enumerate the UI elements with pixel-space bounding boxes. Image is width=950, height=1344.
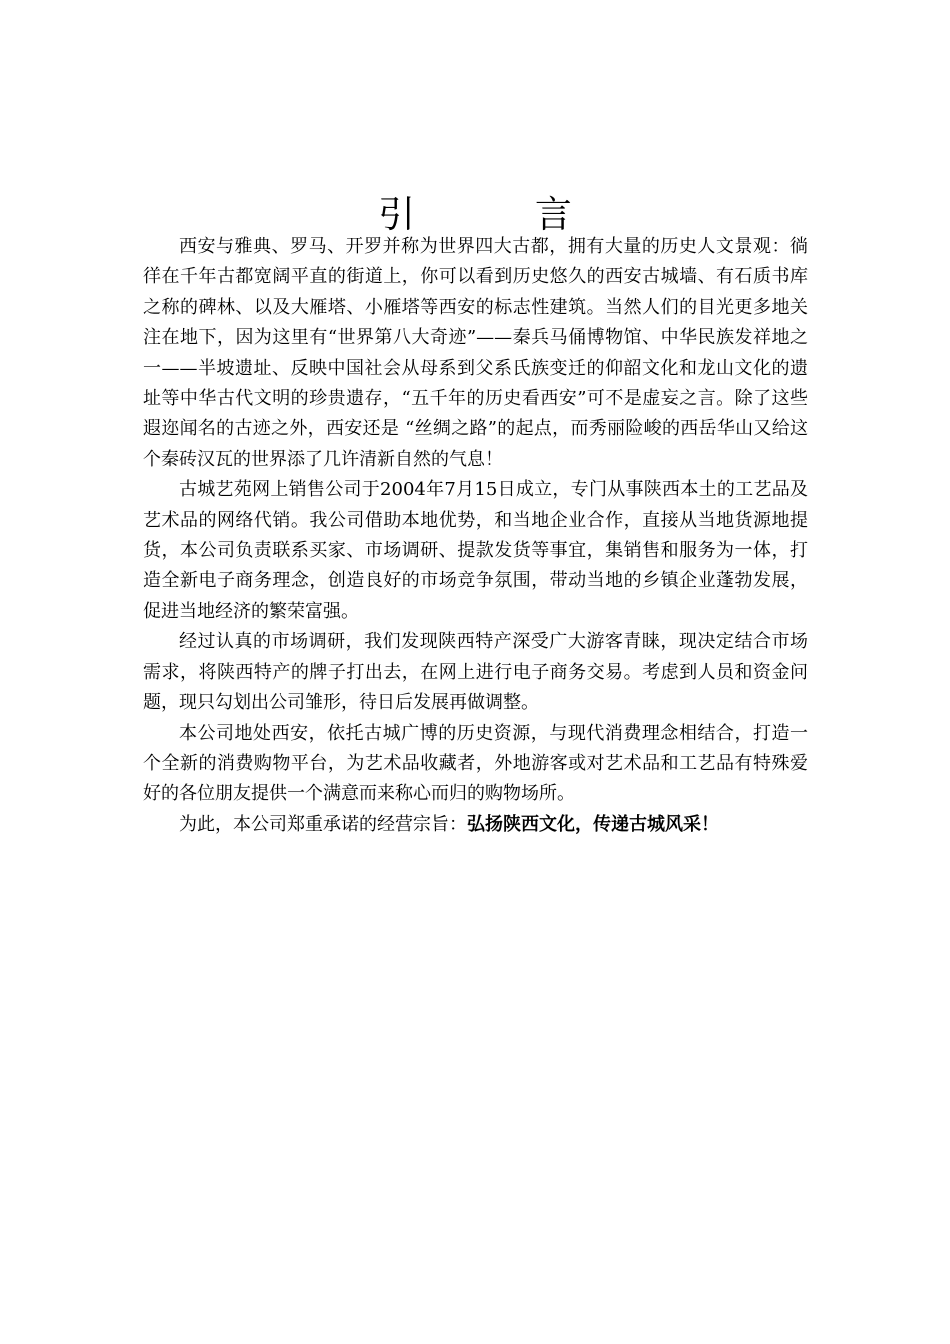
paragraph-platform: 本公司地处西安，依托古城广博的历史资源，与现代消费理念相结合，打造一个全新的消费购物平台，为艺术品收藏者，外地游客或对艺术品和工艺品有特殊爱好的各位朋友提供一个满意而来称心而归的购物场所。: [143, 722, 808, 805]
paragraph-company: 古城艺苑网上销售公司于2004年7月15日成立，专门从事陕西本土的工艺品及艺术品的网络代销。我公司借助本地优势，和当地企业合作，直接从当地货源地提货，本公司负责联系买家、市场调研、提款发货等事宜，集销售和服务为一体，打造全新电子商务理念，创造良好的市场竞争氛围，带动当地的乡镇企业蓬勃发展，促进当地经济的繁荣富强。: [143, 479, 808, 622]
paragraph-research: 经过认真的市场调研，我们发现陕西特产深受广大游客青睐，现决定结合市场需求，将陕西特产的牌子打出去，在网上进行电子商务交易。考虑到人员和资金问题，现只勾划出公司雏形，待日后发展再做调整。: [143, 631, 808, 714]
paragraph-closing: [143, 810, 808, 840]
document-body: [143, 232, 808, 840]
paragraph-history: 西安与雅典、罗马、开罗并称为世界四大古都，拥有大量的历史人文景观：徜徉在千年古都宽阔平直的街道上，你可以看到历史悠久的西安古城墙、有石质书库之称的碑林、以及大雁塔、小雁塔等西安的标志性建筑。当然人们的目光更多地关注在地下，因为这里有“世界第八大奇迹”——秦兵马俑博物馆、中华民族发祥地之一——半坡遗址、反映中国社会从母系到父系氏族变迁的仰韶文化和龙山文化的遗址等中华古代文明的珍贵遗存，“五千年的历史看西安”可不是虚妄之言。除了这些遐迩闻名的古迹之外，西安还是 “丝绸之路”的起点，而秀丽险峻的西岳华山又给这个秦砖汉瓦的世界添了几许清新自然的气息！: [143, 236, 808, 470]
closing-lead: 为此，本公司郑重承诺的经营宗旨：: [179, 813, 467, 835]
closing-slogan: 弘扬陕西文化，传递古城风采！: [467, 813, 719, 835]
page-title: 引 言: [378, 193, 626, 236]
